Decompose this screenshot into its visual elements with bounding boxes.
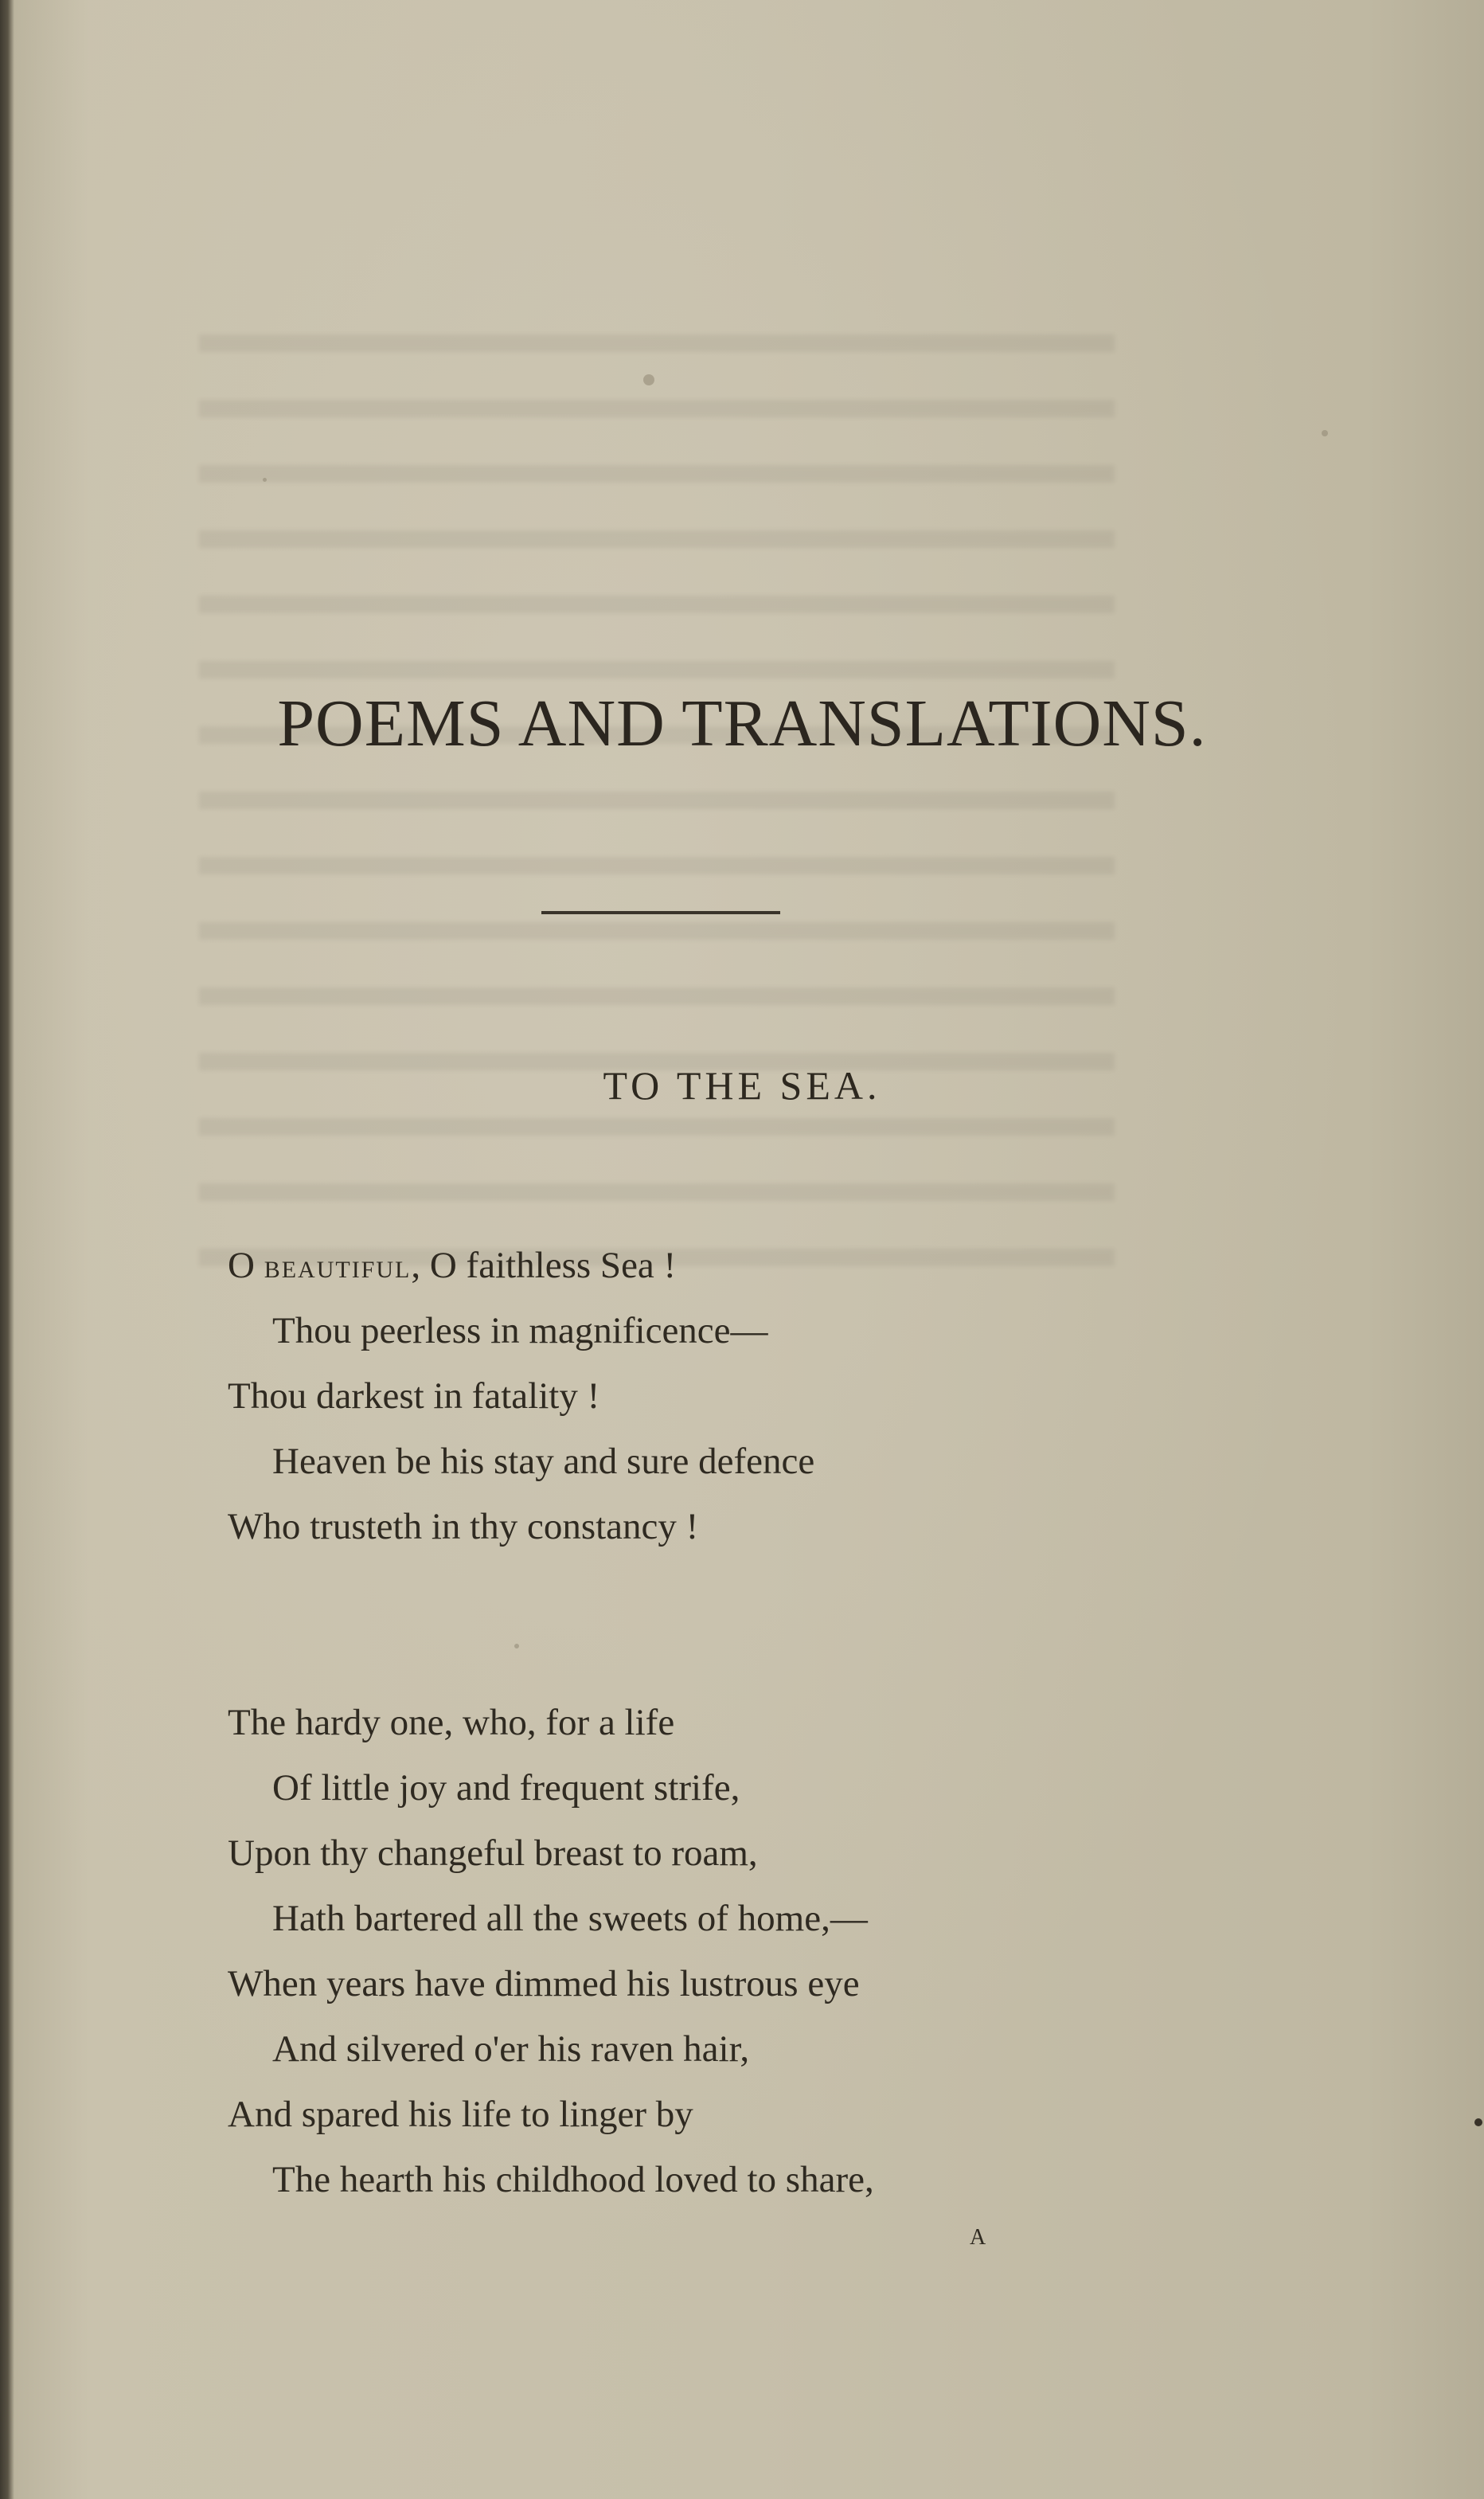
paper-speck — [643, 374, 654, 385]
line-rest: , O faithless Sea ! — [411, 1245, 677, 1286]
stanza-1 — [228, 1233, 814, 1559]
poem-line: And silvered o'er his raven hair, — [272, 2028, 750, 2070]
poem-line: Upon thy changeful breast to roam, — [228, 1832, 758, 1874]
poem-line: The hardy one, who, for a life — [228, 1702, 675, 1743]
paper-speck — [263, 478, 267, 482]
paper-speck — [1474, 2118, 1482, 2126]
poem-line: Heaven be his stay and sure defence — [272, 1441, 815, 1482]
poem-line: Thou peerless in magnificence— — [272, 1310, 768, 1351]
poem-line: Who trusteth in thy constancy ! — [228, 1506, 699, 1547]
paper-speck — [514, 1644, 519, 1648]
signature-mark: A — [970, 2225, 986, 2250]
poem-line: The hearth his childhood loved to share, — [272, 2159, 874, 2200]
poem-line: And spared his life to linger by — [228, 2094, 693, 2135]
poem-line: Of little joy and frequent strife, — [272, 1767, 740, 1809]
show-through-ink — [199, 334, 1115, 1290]
line-lead: O — [228, 1245, 264, 1286]
poem-line: When years have dimmed his lustrous eye — [228, 1963, 860, 2004]
poem-line — [228, 1233, 814, 1298]
poem-line: Thou darkest in fatality ! — [228, 1375, 600, 1417]
book-title: POEMS AND TRANSLATIONS. — [277, 686, 1207, 761]
poem-line: Hath bartered all the sweets of home,— — [272, 1898, 868, 1939]
stanza-2 — [228, 1690, 874, 2212]
title-divider — [541, 911, 780, 914]
paper-speck — [1322, 430, 1328, 436]
poem-title: TO THE SEA. — [603, 1063, 881, 1108]
binding-edge — [0, 0, 14, 2499]
small-caps-word: beautiful — [264, 1248, 412, 1285]
